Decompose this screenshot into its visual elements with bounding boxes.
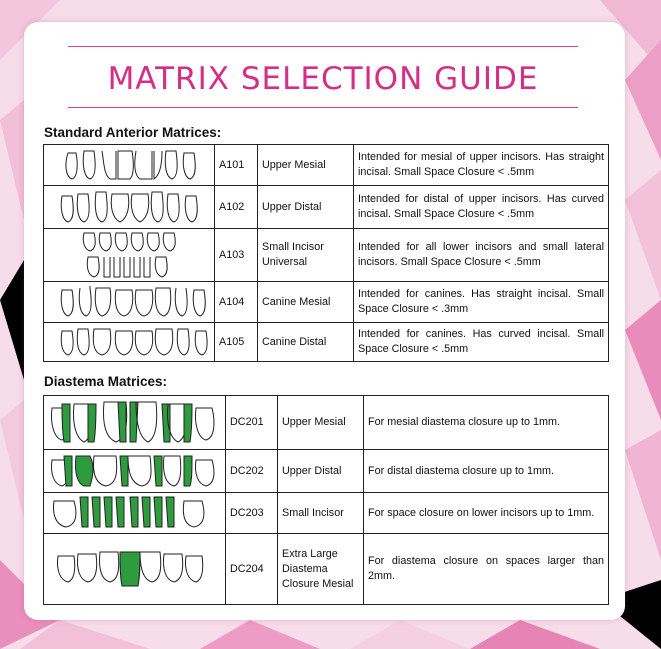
table-row	[44, 323, 609, 362]
desc-a102: Intended for distal of upper incisors. Has curved incisal. Small Space Closure < .5mm	[354, 186, 609, 229]
tooth-diagram-dc202	[44, 450, 226, 493]
table-row	[44, 186, 609, 229]
diastema-matrices-table	[43, 395, 609, 605]
table-row	[44, 282, 609, 323]
desc-a101: Intended for mesial of upper incisors. Has straight incisal. Small Space Closure < .5mm	[354, 145, 609, 186]
tooth-diagram-a105	[44, 323, 215, 362]
code-dc204: DC204	[226, 534, 278, 605]
title-banner	[68, 46, 578, 108]
code-a103: A103	[215, 229, 258, 282]
table-row	[44, 534, 609, 605]
code-a104: A104	[215, 282, 258, 323]
code-a105: A105	[215, 323, 258, 362]
tooth-diagram-dc201	[44, 396, 226, 450]
name-dc204: Extra Large Diastema Closure Mesial	[278, 534, 364, 605]
tooth-diagram-dc203	[44, 493, 226, 534]
code-dc202: DC202	[226, 450, 278, 493]
desc-dc201: For mesial diastema closure up to 1mm.	[364, 396, 609, 450]
desc-a104: Intended for canines. Has straight incisal. Small Space Closure < .3mm	[354, 282, 609, 323]
name-a105: Canine Distal	[258, 323, 354, 362]
table-row	[44, 229, 609, 282]
tooth-diagram-dc204	[44, 534, 226, 605]
standard-matrices-table	[43, 144, 609, 362]
table-row	[44, 493, 609, 534]
tooth-diagram-a101	[44, 145, 215, 186]
desc-dc204: For diastema closure on spaces larger than 2mm.	[364, 534, 609, 605]
desc-dc203: For space closure on lower incisors up to 1mm.	[364, 493, 609, 534]
code-a102: A102	[215, 186, 258, 229]
standard-section-heading: Standard Anterior Matrices:	[44, 125, 222, 140]
name-a103: Small Incisor Universal	[258, 229, 354, 282]
code-dc203: DC203	[226, 493, 278, 534]
table-row	[44, 145, 609, 186]
name-a102: Upper Distal	[258, 186, 354, 229]
desc-a105: Intended for canines. Has curved incisal. Small Space Closure < .5mm	[354, 323, 609, 362]
desc-a103: Intended for all lower incisors and small lateral incisors. Small Space Closure < .5mm	[354, 229, 609, 282]
tooth-diagram-a104	[44, 282, 215, 323]
tooth-diagram-a103	[44, 229, 215, 282]
name-dc201: Upper Mesial	[278, 396, 364, 450]
name-dc202: Upper Distal	[278, 450, 364, 493]
desc-dc202: For distal diastema closure up to 1mm.	[364, 450, 609, 493]
name-a104: Canine Mesial	[258, 282, 354, 323]
name-a101: Upper Mesial	[258, 145, 354, 186]
code-a101: A101	[215, 145, 258, 186]
tooth-diagram-a102	[44, 186, 215, 229]
code-dc201: DC201	[226, 396, 278, 450]
diastema-section-heading: Diastema Matrices:	[44, 374, 168, 389]
page-title: MATRIX SELECTION GUIDE	[107, 61, 539, 97]
name-dc203: Small Incisor	[278, 493, 364, 534]
table-row	[44, 450, 609, 493]
guide-card	[24, 22, 625, 620]
table-row	[44, 396, 609, 450]
